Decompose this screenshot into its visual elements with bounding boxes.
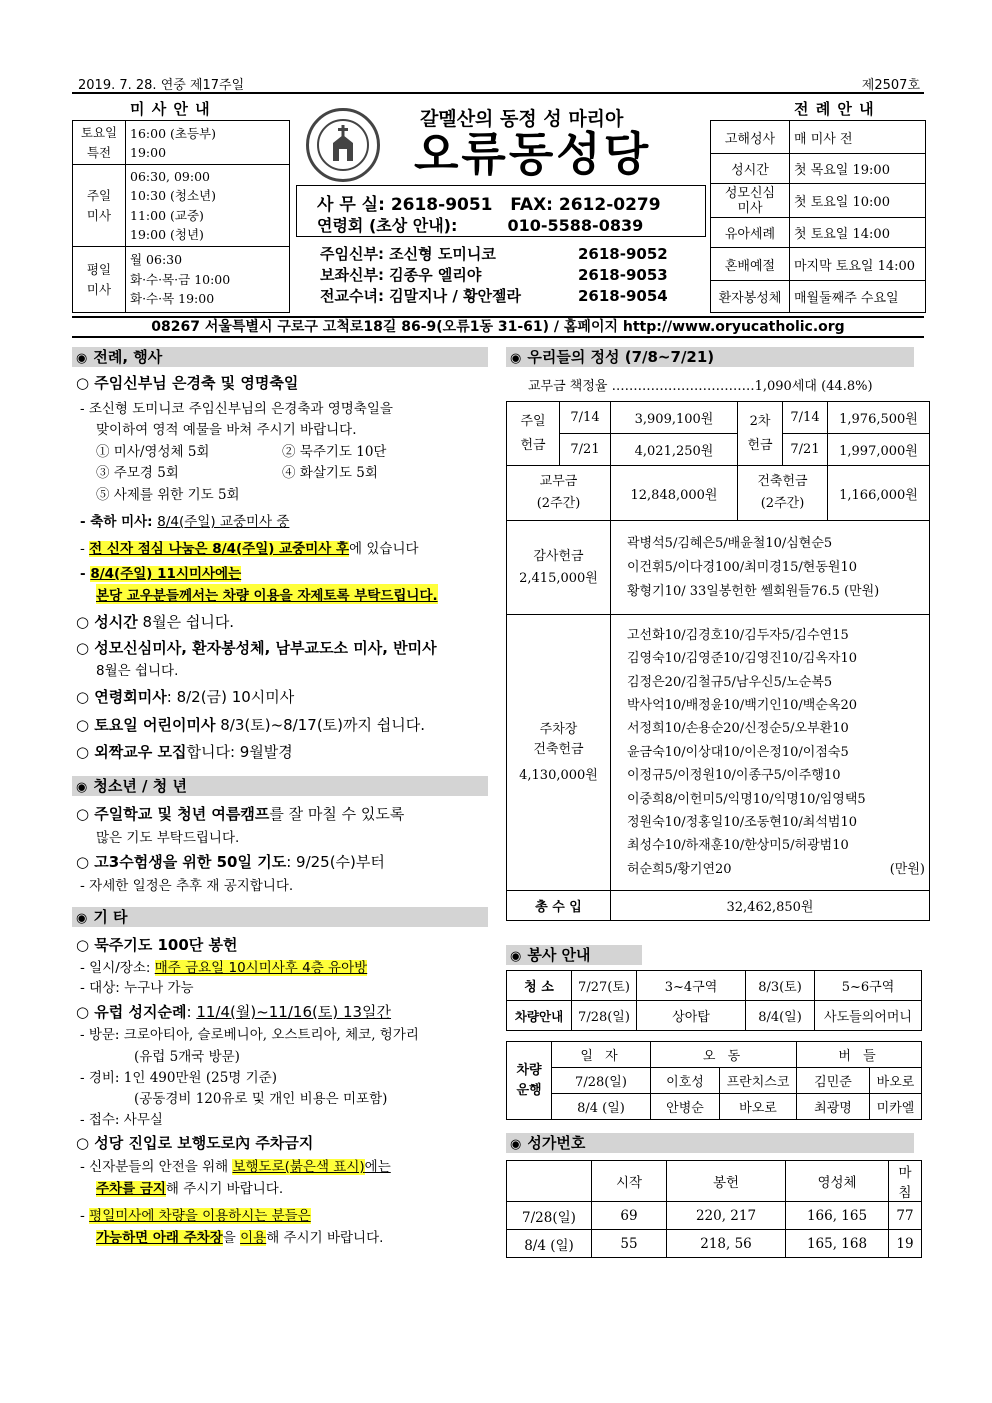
church-logo [306, 108, 380, 182]
section-etc: ◉ 기 타 [72, 907, 488, 927]
bulletin-issue: 제2507호 [861, 78, 920, 93]
liturgy-title: 전 례 안 내 [794, 100, 875, 118]
address-bar: 08267 서울특별시 구로구 고척로18길 86-9(오류1동 31-61) / 홈페이지 http://www.oryucatholic.org [72, 316, 924, 338]
hymn-table: 시작 봉헌 영성체 마침 7/28(일) 69 220, 217 166, 165 77 8/4 (일) 55 218, 56 165, 168 19 [506, 1160, 922, 1258]
office-phone: 사 무 실: 2618-9051 FAX: 2612-0279 [317, 195, 661, 215]
section-youth: ◉ 청소년 / 청 년 [72, 776, 488, 796]
clergy-item: 주임신부: 조신형 도미니코 [320, 245, 496, 263]
mass-title: 미 사 안 내 [130, 100, 211, 118]
section-hymn: ◉ 성가번호 [506, 1133, 914, 1153]
bulletin-header [72, 72, 924, 94]
mass-label: 평일 미사 [73, 247, 126, 313]
bulletin-date: 2019. 7. 28. 연중 제17주일 [78, 78, 245, 93]
mass-label: 토요일 특전 [73, 121, 126, 165]
offering-table: 주일 헌금 7/14 3,909,100원 2차 헌금 7/14 1,976,500원 7/21 4,021,250원 7/21 1,997,000원 교무금 (2주간) 12,848,000원 건축헌금 (2주간) 1,166,000원 감사헌금 2,415,000원 곽병석5/김혜은5/배윤철10/심현순5 이건휘5/이다경100/최미경15/현동원10 황형기10/ 33일봉헌한 쎌회원들76.5 (만원) 주차장 건축헌금 4,130,000원 고선화10/김경호10/김두자5/김수연15 김영숙10/김영준10/김영진10/김옥자10 김정은20/김철규5/남우신5/노순복5 박사억10/배정윤10/백기인10/백순옥20 서정희10/손용순20/신정순5/오부환10 윤금숙10/이상대10/이은정10/이점숙5 이정규5/이정원10/이종구5/이주행10 이중희8/이헌미5/익명10/익명10/임영택5 정원숙10/정홍일10/조동현10/최석범10 최성수10/하재훈10/한상미5/허광범10 허순희5/황기연20 (만원) 총 수 입 32,462,850원 [506, 401, 930, 921]
clergy-item: 전교수녀: 김말지나 / 황안젤라 [320, 287, 522, 305]
section-offering: ◉ 우리들의 정성 (7/8~7/21) [506, 347, 914, 367]
section-service: ◉ 봉사 안내 [506, 945, 642, 965]
clergy-item: 보좌신부: 김종우 엘리야 [320, 266, 482, 284]
church-icon [309, 111, 377, 179]
service-table: 청 소 7/27(토) 3~4구역 8/3(토) 5~6구역 차량안내 7/28(일) 상아탑 8/4(일) 사도들의어머니 [506, 970, 922, 1031]
dues-rate: 교무금 책정율 ……………………………1,090세대 (44.8%) [528, 379, 873, 394]
item-title: ○ 주임신부님 은경축 및 영명축일 [76, 374, 299, 392]
church-subtitle: 갈멜산의 동정 성 마리아 [420, 108, 624, 130]
church-name: 오류동성당 [414, 127, 652, 181]
liturgy-table: 고해성사 매 미사 전 성시간 첫 목요일 19:00 성모신심 미사 첫 토요일 10:00 유아세례 첫 토요일 14:00 혼배예절 마지막 토요일 14:00 환자봉성체 매월둘째주 수요일 [710, 120, 926, 313]
drive-table: 차량 운행 일 자 오 동 버 들 7/28(일) 이호성 프란치스코 김민준 바오로 8/4 (일) 안병순 바오로 최광명 미카엘 [506, 1041, 922, 1120]
clergy-list [320, 244, 521, 307]
mass-table: 토요일 특전 16:00 (초등부) 19:00 주일 미사 06:30, 09:00 10:30 (청소년) 11:00 (교중) 19:00 (청년) 평일 미사 월 06:30 화·수·목·금 10:00 화·수·목 19:00 [72, 120, 290, 313]
contact-box [296, 185, 706, 237]
elders-phone: 연령회 (초상 안내): 010-5588-0839 [317, 216, 644, 235]
section-liturgy-events: ◉ 전례, 행사 [72, 347, 488, 367]
clergy-phones: 2618-9052 2618-9053 2618-9054 [578, 245, 668, 305]
mass-label: 주일 미사 [73, 165, 126, 247]
